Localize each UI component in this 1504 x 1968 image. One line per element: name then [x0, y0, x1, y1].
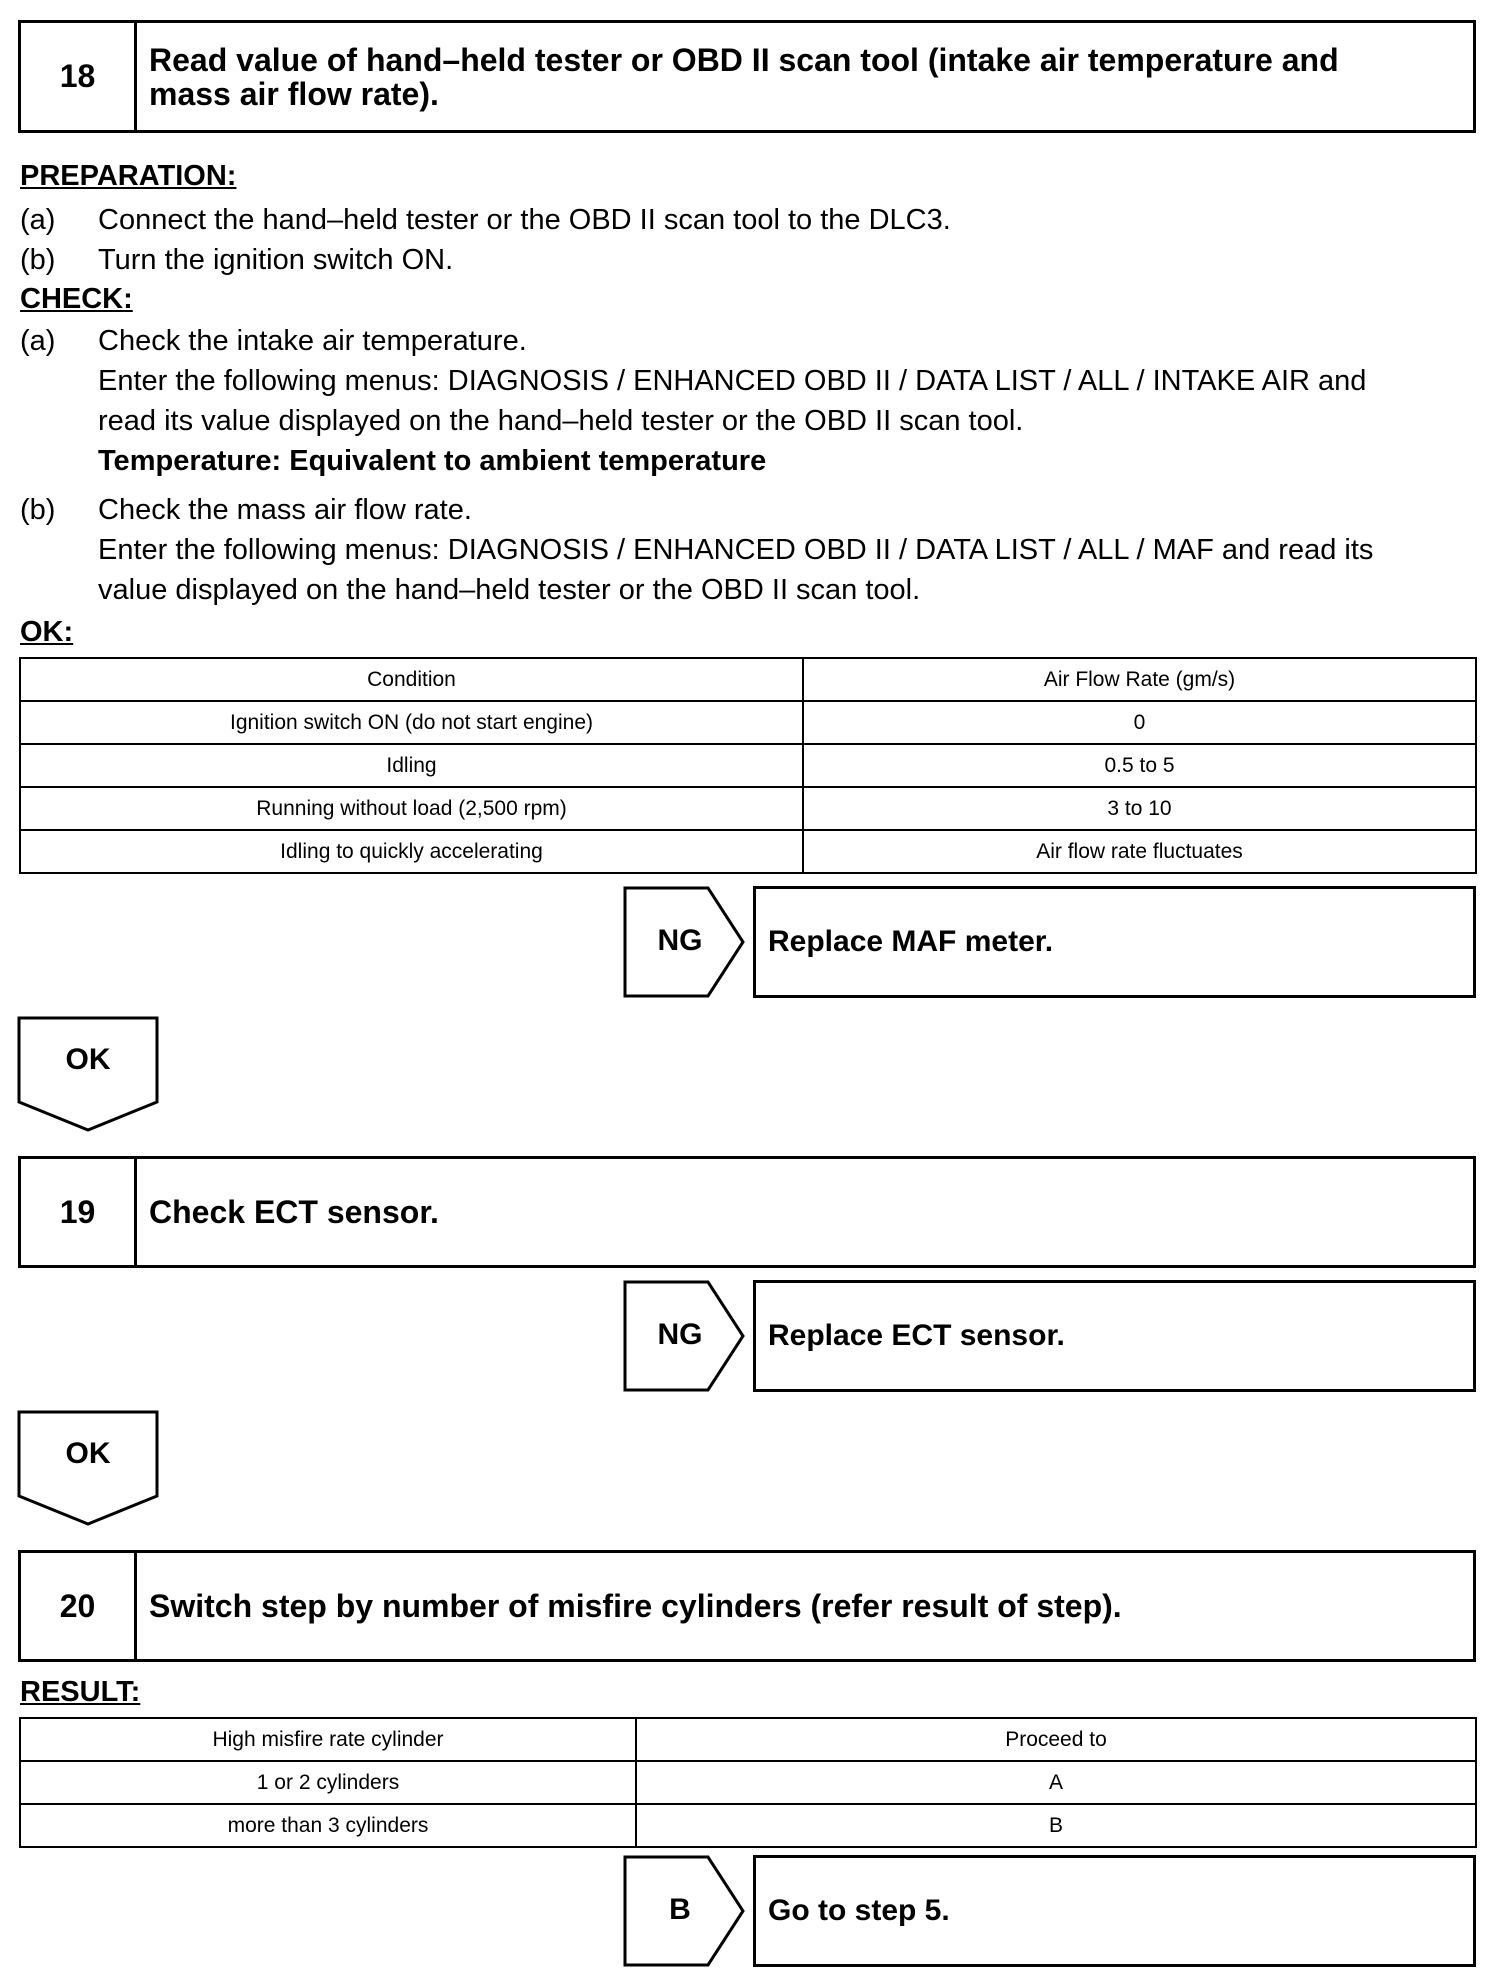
result-heading: RESULT: [20, 1676, 141, 1708]
table-cell: Air flow rate fluctuates [803, 830, 1476, 873]
table-cell: B [636, 1804, 1476, 1847]
step-title [137, 23, 1473, 130]
table-row [20, 744, 1476, 787]
table-cell: 0 [803, 701, 1476, 744]
table-row [20, 787, 1476, 830]
table-row [20, 1804, 1476, 1847]
check-item-b-line: Enter the following menus: DIAGNOSIS / ENHANCED OBD II / DATA LIST / ALL / MAF and read its [98, 534, 1374, 566]
table-row [20, 830, 1476, 873]
maf-table [19, 657, 1477, 874]
table-header: Condition [20, 658, 803, 701]
table-cell: A [636, 1761, 1476, 1804]
ok-tag: OK [65, 1437, 111, 1470]
ng-tag: NG [657, 1318, 703, 1351]
table-cell: Idling to quickly accelerating [20, 830, 803, 873]
step-20-header [18, 1550, 1476, 1662]
ok-tag: OK [65, 1043, 111, 1076]
table-header: High misfire rate cylinder [20, 1718, 636, 1761]
step-title: Check ECT sensor. [149, 1194, 439, 1230]
table-row [20, 701, 1476, 744]
preparation-heading: PREPARATION: [20, 160, 237, 192]
item-label: (b) [20, 494, 56, 526]
ng-tag: NG [657, 924, 703, 957]
preparation-item [0, 200, 1504, 240]
item-text: Check the mass air flow rate. [98, 494, 472, 526]
table-cell: 3 to 10 [803, 787, 1476, 830]
branch-tag: B [669, 1893, 691, 1926]
table-header: Proceed to [636, 1718, 1476, 1761]
table-cell: Running without load (2,500 rpm) [20, 787, 803, 830]
table-cell: Ignition switch ON (do not start engine) [20, 701, 803, 744]
table-cell: more than 3 cylinders [20, 1804, 636, 1847]
step-title-line: Read value of hand–held tester or OBD II scan tool (intake air temperature and [149, 41, 1339, 78]
table-cell: Idling [20, 744, 803, 787]
item-text: Connect the hand–held tester or the OBD II scan tool to the DLC3. [98, 204, 951, 236]
table-header-row [20, 1718, 1476, 1761]
branch-action-box: Go to step 5. [753, 1855, 1476, 1967]
check-item-a-line: read its value displayed on the hand–held tester or the OBD II scan tool. [98, 405, 1024, 437]
step-19-header [18, 1156, 1476, 1268]
item-label: (a) [20, 204, 56, 236]
step-title-line: mass air flow rate). [149, 75, 439, 112]
table-cell: 1 or 2 cylinders [20, 1761, 636, 1804]
table-header-row [20, 658, 1476, 701]
step-number: 18 [21, 23, 137, 130]
step-number: 19 [21, 1159, 137, 1265]
step-title: Switch step by number of misfire cylinders (refer result of step). [149, 1588, 1122, 1624]
item-label: (b) [20, 244, 56, 276]
preparation-item [0, 240, 1504, 280]
step-number: 20 [21, 1553, 137, 1659]
ok-heading: OK: [20, 616, 74, 648]
item-text: Check the intake air temperature. [98, 325, 527, 357]
ng-action-box: Replace ECT sensor. [753, 1280, 1476, 1392]
table-row [20, 1761, 1476, 1804]
check-item-a-line: Enter the following menus: DIAGNOSIS / ENHANCED OBD II / DATA LIST / ALL / INTAKE AIR and [98, 365, 1367, 397]
result-table [19, 1717, 1477, 1848]
ng-action-box: Replace MAF meter. [753, 886, 1476, 998]
check-item-a [0, 321, 1504, 361]
item-text: Turn the ignition switch ON. [98, 244, 454, 276]
check-item-b [0, 490, 1504, 530]
item-label: (a) [20, 325, 56, 357]
check-heading: CHECK: [20, 283, 133, 315]
check-item-b-line: value displayed on the hand–held tester or the OBD II scan tool. [98, 574, 921, 606]
table-header: Air Flow Rate (gm/s) [803, 658, 1476, 701]
temperature-spec: Temperature: Equivalent to ambient temperature [98, 445, 767, 477]
step-18-header [18, 20, 1476, 133]
table-cell: 0.5 to 5 [803, 744, 1476, 787]
